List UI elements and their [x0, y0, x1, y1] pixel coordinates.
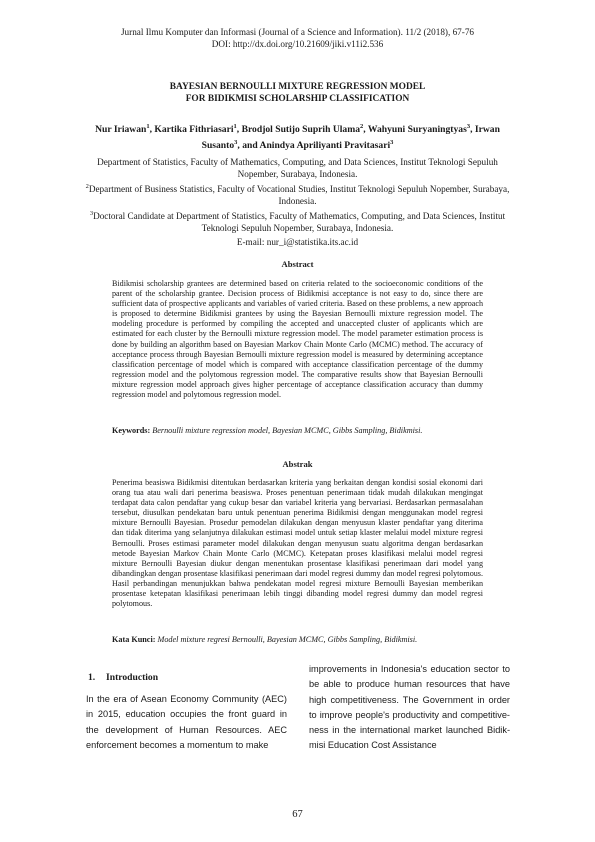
author-separator: , [363, 124, 368, 136]
title-line-1: BAYESIAN BERNOULLI MIXTURE REGRESSION MODEL [169, 82, 426, 92]
section-number: 1. [88, 672, 96, 683]
author-list [80, 121, 515, 152]
author-affil-sup: 2 [360, 123, 364, 130]
title-line-2: FOR BIDIKMISI SCHOLARSHIP CLASSIFICATION [185, 93, 410, 104]
body-column-right: improvements in Indonesia's education sector to be able to produce human resources that have high competitiveness. The Government in order to improve people's productivity and competitive-ness in the international market launched Bidik-misi Education Cost Assistance [309, 664, 510, 751]
affiliation-text: Department of Statistics, Faculty of Mathematics, Computing, and Data Sciences, Institut Teknologi Sepuluh Nopember, Surabaya, Indonesia. [97, 157, 498, 179]
author-affil-sup: 3 [390, 138, 394, 146]
keywords-text: Bernoulli mixture regression model, Bayesian MCMC, Gibbs Sampling, Bidikmisi. [152, 426, 423, 435]
author-name: Irwan Susanto [201, 124, 500, 151]
author-affil-sup: 3 [466, 123, 471, 130]
page-number: 67 [292, 809, 303, 820]
affiliation [80, 208, 515, 234]
affiliation-sup: 3 [89, 210, 94, 218]
affiliation-text: Doctoral Candidate at Department of Statistics, Faculty of Mathematics, Computing, and Data Sciences, Institut Teknologi Sepuluh Nopember, Surabaya, Indonesia. [93, 211, 506, 233]
affiliation [80, 154, 515, 180]
journal-citation: Jurnal Ilmu Komputer dan Informasi (Journal of a Science and Information). 11/2 (2018), 67-76 [120, 27, 475, 37]
abstrak-body: Penerima beasiswa Bidikmisi ditentukan berdasarkan kriteria yang berkaitan dengan kondisi sosial ekonomi dari orang tua atau wali dari penerima beasiswa. Proses penentuan penerimaan tidak mudah dilakukan mengingat terdapat data calon pendaftar yang cukup besar dan variabel kriteria yang bervariasi. Berdasarkan permasalahan tersebut, diusulkan pendekatan baru untuk penentuan penerima Bidikmisi dengan menggunakan model regresi mixture Bernoulli Bayesian. Prosedur pemodelan dilakukan dengan menyusun klaster pendaftar yang diterima dan tidak diterima yang selanjutnya dilakukan estimasi model untuk setiap klaster melalui model mixture regresi Bernoulli. Proses estimasi parameter model dilakukan dengan menyusun suatu algoritma dengan berdasarkan metode Bayesian Markov Chain Monte Carlo (MCMC). Ketepatan proses klasifikasi melalui model regresi mixture Bernoulli Bayesian diukur dengan menentukan prosentase klasifikasi penerimaan dari model yang dibandingkan dengan prosentase klasifikasi penerimaan dari model regresi dummy dan model regresi polytomous. Hasil perbandingan menunjukkan bahwa pendekatan model regresi mixture Bernoulli Bayesian memberikan prosentase ketepatan klasifikasi penerimaan lebih tinggi dibanding model regresi dummy dan model regresi polytomous. [112, 478, 483, 609]
keywords [112, 426, 483, 435]
section-heading-introduction [88, 672, 158, 683]
author-affil-sup: 1 [146, 123, 150, 130]
keywords-label: Keywords: [112, 426, 151, 435]
corresponding-email: E-mail: nur_i@statistika.its.ac.id [236, 237, 359, 247]
abstrak-heading: Abstrak [282, 459, 313, 469]
author-name: Wahyuni Suryaningtyas [367, 124, 467, 136]
running-header [0, 26, 595, 50]
author-name: Brodjol Sutijo Suprih Ulama [241, 124, 361, 136]
abstract-body: Bidikmisi scholarship grantees are determined based on criteria related to the socioeconomic conditions of the parent of the scholarship grantee. Decision process of Bidikmisi acceptance is not easy to do, since there are sufficient data of prospective applicants and variables of varied criteria. Based on these problems, a new approach is proposed to determine Bidikmisi grantees by using the Bayesian Bernoulli mixture regression model. The modeling procedure is performed by compiling the accepted and unaccepted cluster of applicants which are estimated for each cluster by the Bernoulli mixture regression model. The model parameter estimation process is done by building an algorithm based on Bayesian Markov Chain Monte Carlo (MCMC) method. The accuracy of acceptance process through Bayesian Bernoulli mixture regression model is measured by determining acceptance classification percentage of model which is compared with acceptance classification percentage of the dummy regression model and the polytomous regression model. The comparative results show that Bayesian Bernoulli mixture regression model approach gives higher percentage of acceptance classification accuracy than dummy regression model and polytomous regression model. [112, 279, 483, 400]
paper-title [60, 82, 535, 105]
author-separator: , and [237, 139, 260, 151]
affiliation-list [80, 154, 515, 235]
author-name: Anindya Apriliyanti Pravitasari [259, 139, 391, 151]
author-separator: , [149, 124, 155, 136]
abstract-heading: Abstract [281, 259, 314, 269]
affiliation-sup: 2 [85, 183, 89, 191]
author-separator: , [470, 124, 475, 136]
affiliation [80, 181, 515, 207]
author-name: Nur Iriawan [95, 124, 147, 136]
affiliation-text: Department of Business Statistics, Faculty of Vocational Studies, Institut Teknologi Sepuluh Nopember, Surabaya, Indonesia. [88, 184, 510, 206]
kata-kunci [112, 635, 483, 644]
kata-kunci-label: Kata Kunci: [112, 635, 156, 644]
doi-line: DOI: http://dx.doi.org/10.21609/jiki.v11i2.536 [211, 39, 384, 49]
author-name: Kartika Fithriasari [154, 124, 234, 136]
author-affil-sup: 1 [233, 123, 237, 130]
author-separator: , [236, 124, 242, 136]
author-affil-sup: 3 [234, 138, 238, 146]
section-title: Introduction [106, 672, 159, 683]
kata-kunci-text: Model mixture regresi Bernoulli, Bayesian MCMC, Gibbs Sampling, Bidikmisi. [157, 635, 418, 644]
body-column-left: In the era of Asean Economy Community (AEC) in 2015, education occupies the front guard in the development of Human Resources. AEC enforcement becomes a momentum to make [86, 694, 287, 750]
